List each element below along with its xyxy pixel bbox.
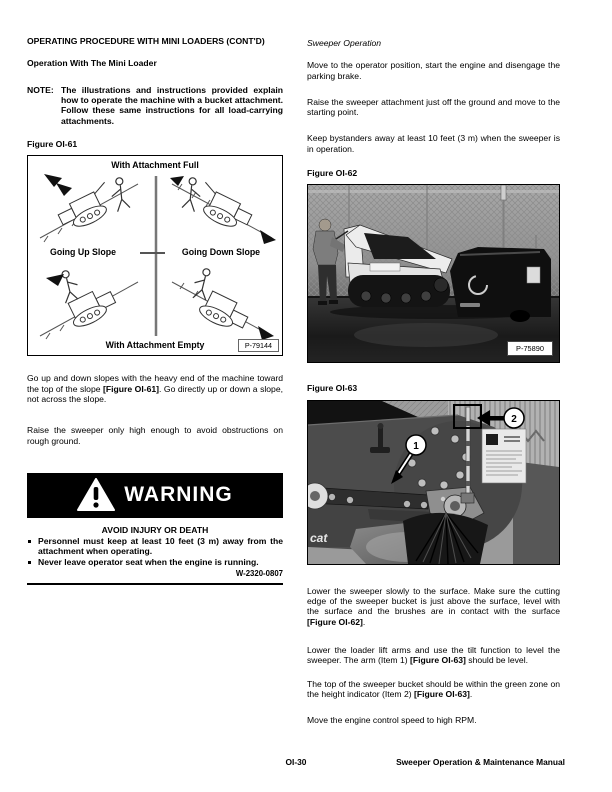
text-run: The top of the sweeper bucket should be within the green zone on the height indicator (Item 2) bbox=[307, 678, 560, 699]
figure62-photo bbox=[307, 184, 560, 363]
left-column bbox=[27, 36, 283, 585]
fig61-label-top: With Attachment Full bbox=[111, 160, 199, 171]
text-run: . bbox=[469, 688, 473, 699]
subsection-heading: Sweeper Operation bbox=[307, 38, 382, 48]
paragraph-rpm: Move the engine control speed to high RPM. bbox=[307, 715, 477, 726]
figure62-caption: Figure OI-62 bbox=[307, 168, 358, 179]
paragraph-level-sweeper bbox=[307, 645, 560, 666]
note-block bbox=[27, 85, 283, 126]
fig61-label-left: Going Up Slope bbox=[50, 247, 116, 258]
figure-ref: [Figure OI-62] bbox=[307, 616, 363, 627]
paragraph-slopes bbox=[27, 373, 283, 404]
paragraph-move: Move to the operator position, start the engine and disengage the parking brake. bbox=[307, 60, 560, 81]
fig61-label-bottom: With Attachment Empty bbox=[105, 340, 205, 351]
sub-heading: Operation With The Mini Loader bbox=[27, 58, 157, 69]
bobcat-logo-fragment: cat bbox=[310, 530, 328, 545]
section-heading: OPERATING PROCEDURE WITH MINI LOADERS (CONT'D) bbox=[27, 36, 265, 46]
figure63-caption: Figure OI-63 bbox=[307, 383, 358, 394]
figure-ref: [Figure OI-63] bbox=[414, 688, 470, 699]
warning-bullet bbox=[27, 557, 283, 567]
text-run: . bbox=[362, 616, 366, 627]
right-column bbox=[307, 36, 560, 726]
warning-bullet-text: Personnel must keep at least 10 feet (3 m) away from the attachment when operating. bbox=[38, 536, 283, 557]
callout-1-number: 1 bbox=[413, 440, 419, 452]
text-run: . Go directly up or down a slope, not across the slope. bbox=[27, 383, 283, 404]
warning-triangle-icon bbox=[77, 478, 115, 512]
text-run: should be level. bbox=[465, 655, 528, 666]
warning-bullet-text: Never leave operator seat when the engine is running. bbox=[38, 556, 259, 567]
warning-banner bbox=[27, 473, 283, 518]
fig61-label-right: Going Down Slope bbox=[181, 247, 261, 258]
warning-decal bbox=[482, 429, 526, 483]
fig61-photo-id: P-79144 bbox=[238, 339, 279, 352]
figure61-caption: Figure OI-61 bbox=[27, 139, 78, 149]
fig62-photo-id: P-75890 bbox=[507, 341, 553, 356]
text-run: Lower the sweeper slowly to the surface. Make sure the cutting edge of the sweeper bucket is just above the surface, level with the surface and the brushes are in contact with the surface bbox=[307, 585, 560, 617]
figure63-photo bbox=[307, 400, 560, 565]
bullet-marker-icon bbox=[28, 561, 31, 564]
paragraph-raise-attachment: Raise the sweeper attachment just off the ground and move to the starting point. bbox=[307, 96, 560, 118]
page-number: OI-30 bbox=[285, 757, 307, 767]
paragraph-raise-sweeper: Raise the sweeper only high enough to avoid obstructions on rough ground. bbox=[27, 425, 283, 446]
text-run: Go up and down slopes with the heavy end of the machine toward the top of the slope bbox=[27, 373, 283, 394]
warning-subtitle: AVOID INJURY OR DEATH bbox=[101, 524, 209, 535]
figure-ref: [Figure OI-63] bbox=[410, 655, 466, 666]
paragraph-bystanders: Keep bystanders away at least 10 feet (3 m) when the sweeper is in operation. bbox=[307, 133, 560, 154]
warning-code: W-2320-0807 bbox=[235, 569, 283, 579]
loader-sweeper-photo-art bbox=[308, 185, 559, 362]
warning-bullet bbox=[27, 536, 283, 557]
text-run: Lower the loader lift arms and use the tilt function to level the sweeper. The arm (Item 1) bbox=[307, 645, 560, 666]
manual-title: Sweeper Operation & Maintenance Manual bbox=[396, 757, 565, 767]
warning-block bbox=[27, 473, 283, 585]
sweeper-closeup-art bbox=[308, 401, 559, 564]
note-text: The illustrations and instructions provided explain how to operate the machine with a bucket attachment. Follow these same instructions for all load-carrying attachments. bbox=[61, 84, 283, 126]
paragraph-lower-sweeper bbox=[307, 586, 560, 627]
figure61-box bbox=[27, 155, 283, 356]
figure-ref: [Figure OI-61] bbox=[103, 383, 160, 394]
paragraph-green-zone bbox=[307, 679, 560, 700]
callout-2-number: 2 bbox=[511, 413, 517, 425]
note-label: NOTE: bbox=[27, 84, 54, 95]
bullet-marker-icon bbox=[28, 540, 31, 543]
warning-title: WARNING bbox=[124, 483, 233, 507]
warning-bottom-rule bbox=[27, 583, 283, 585]
